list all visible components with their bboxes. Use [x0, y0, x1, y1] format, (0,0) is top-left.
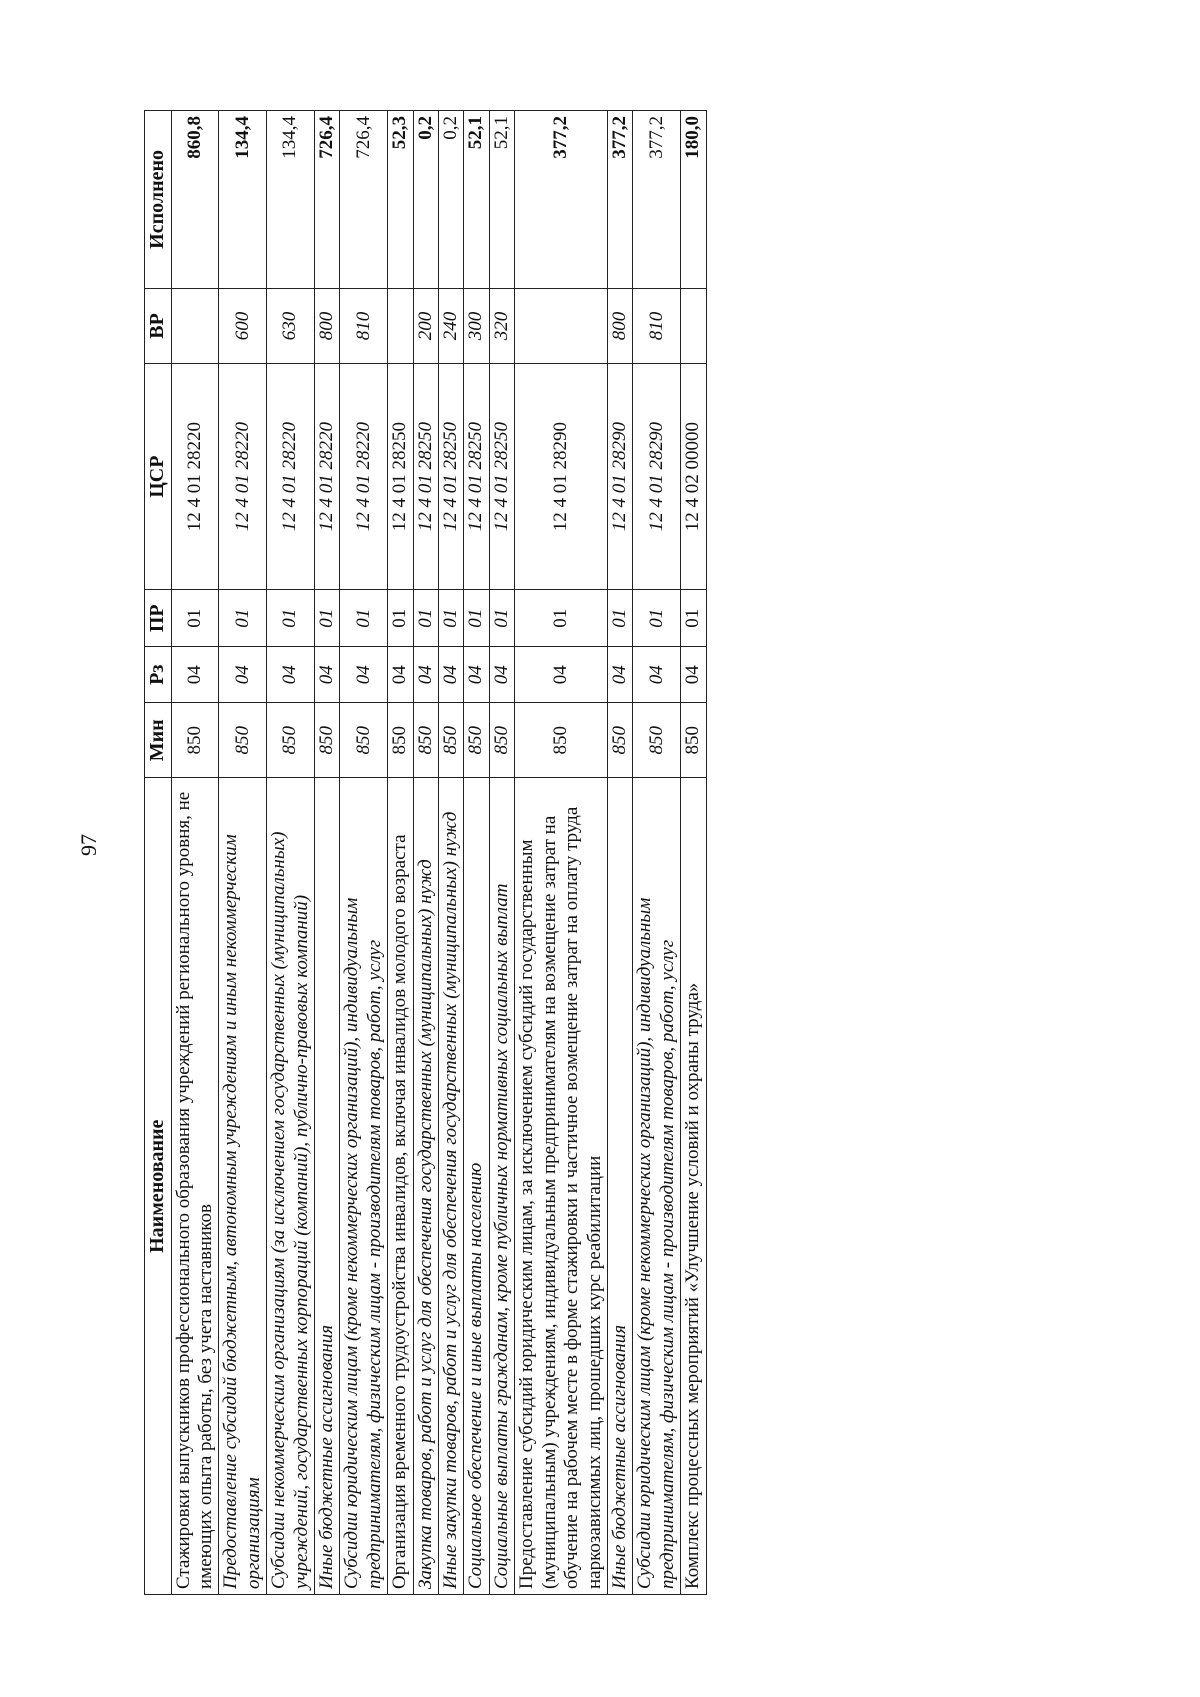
cell-done: 377,2	[633, 111, 681, 289]
table-row	[489, 111, 514, 1595]
cell-done: 52,1	[489, 111, 514, 289]
cell-vr: 240	[439, 288, 464, 363]
cell-pr: 01	[388, 590, 413, 647]
cell-vr: 300	[464, 288, 489, 363]
cell-vr: 200	[413, 288, 438, 363]
cell-pr: 01	[515, 590, 608, 647]
cell-vr: 320	[489, 288, 514, 363]
header-name: Наименование	[145, 778, 172, 1595]
cell-pr: 01	[439, 590, 464, 647]
cell-rz: 04	[219, 647, 267, 703]
cell-csr: 12 4 01 28220	[219, 364, 267, 590]
cell-name: Социальное обеспечение и иные выплаты населению	[464, 778, 489, 1595]
cell-vr: 600	[219, 288, 267, 363]
cell-min: 850	[171, 703, 219, 778]
table-row	[413, 111, 438, 1595]
header-csr: ЦСР	[145, 364, 172, 590]
cell-pr: 01	[607, 590, 632, 647]
table-row	[439, 111, 464, 1595]
cell-name: Предоставление субсидий бюджетным, автономным учреждениям и иным некоммерческим организациям	[219, 778, 267, 1595]
cell-min: 850	[267, 703, 315, 778]
cell-min: 850	[439, 703, 464, 778]
rotated-page-content	[144, 110, 1034, 1595]
cell-rz: 04	[515, 647, 608, 703]
cell-pr: 01	[464, 590, 489, 647]
cell-rz: 04	[413, 647, 438, 703]
cell-name: Субсидии юридическим лицам (кроме некоммерческих организаций), индивидуальным предпринимателям, физическим лицам - производителям товаров, работ, услуг	[340, 778, 388, 1595]
header-min: Мин	[145, 703, 172, 778]
cell-done: 377,2	[515, 111, 608, 289]
cell-min: 850	[681, 703, 706, 778]
cell-done: 860,8	[171, 111, 219, 289]
cell-pr: 01	[267, 590, 315, 647]
table-row	[607, 111, 632, 1595]
cell-name: Социальные выплаты гражданам, кроме публичных нормативных социальных выплат	[489, 778, 514, 1595]
cell-csr: 12 4 01 28250	[413, 364, 438, 590]
cell-csr: 12 4 01 28220	[340, 364, 388, 590]
cell-name: Субсидии некоммерческим организациям (за исключением государственных (муниципальных) учреждений, государственных корпораций (компаний), публично-правовых компаний)	[267, 778, 315, 1595]
cell-vr: 810	[633, 288, 681, 363]
cell-done: 0,2	[413, 111, 438, 289]
cell-done: 52,1	[464, 111, 489, 289]
cell-done: 52,3	[388, 111, 413, 289]
cell-name: Комплекс процессных мероприятий «Улучшение условий и охраны труда»	[681, 778, 706, 1595]
cell-min: 850	[388, 703, 413, 778]
table-row	[388, 111, 413, 1595]
cell-min: 850	[464, 703, 489, 778]
cell-vr	[681, 288, 706, 363]
cell-rz: 04	[681, 647, 706, 703]
cell-done: 180,0	[681, 111, 706, 289]
cell-rz: 04	[171, 647, 219, 703]
table-row	[219, 111, 267, 1595]
cell-name: Иные закупки товаров, работ и услуг для обеспечения государственных (муниципальных) нужд	[439, 778, 464, 1595]
cell-name: Стажировки выпускников профессионального образования учреждений регионального уровня, не имеющих опыта работы, без учета наставников	[171, 778, 219, 1595]
cell-csr: 12 4 01 28250	[388, 364, 413, 590]
cell-rz: 04	[489, 647, 514, 703]
cell-name: Организация временного трудоустройства инвалидов, включая инвалидов молодого возраста	[388, 778, 413, 1595]
table-row	[267, 111, 315, 1595]
cell-csr: 12 4 01 28250	[439, 364, 464, 590]
cell-min: 850	[413, 703, 438, 778]
header-vr: ВР	[145, 288, 172, 363]
page-number: 97	[76, 834, 101, 856]
table-row	[515, 111, 608, 1595]
cell-min: 850	[489, 703, 514, 778]
cell-rz: 04	[607, 647, 632, 703]
cell-min: 850	[315, 703, 340, 778]
cell-vr: 800	[607, 288, 632, 363]
cell-name: Субсидии юридическим лицам (кроме некоммерческих организаций), индивидуальным предпринимателям, физическим лицам - производителям товаров, работ, услуг	[633, 778, 681, 1595]
table-row	[171, 111, 219, 1595]
cell-done: 134,4	[267, 111, 315, 289]
cell-done: 134,4	[219, 111, 267, 289]
table-header-row	[145, 111, 172, 1595]
header-rz: Рз	[145, 647, 172, 703]
cell-min: 850	[607, 703, 632, 778]
cell-min: 850	[515, 703, 608, 778]
cell-csr: 12 4 01 28250	[464, 364, 489, 590]
cell-done: 0,2	[439, 111, 464, 289]
cell-done: 726,4	[315, 111, 340, 289]
cell-vr: 630	[267, 288, 315, 363]
cell-rz: 04	[340, 647, 388, 703]
cell-vr	[388, 288, 413, 363]
cell-rz: 04	[633, 647, 681, 703]
table-row	[681, 111, 706, 1595]
cell-pr: 01	[171, 590, 219, 647]
rotated-table-container	[144, 110, 1034, 1595]
cell-min: 850	[340, 703, 388, 778]
table-body	[171, 111, 706, 1595]
cell-min: 850	[219, 703, 267, 778]
cell-vr: 810	[340, 288, 388, 363]
cell-pr: 01	[489, 590, 514, 647]
cell-csr: 12 4 01 28250	[489, 364, 514, 590]
cell-done: 726,4	[340, 111, 388, 289]
cell-rz: 04	[315, 647, 340, 703]
budget-table	[144, 110, 707, 1595]
cell-rz: 04	[388, 647, 413, 703]
cell-pr: 01	[340, 590, 388, 647]
cell-name: Иные бюджетные ассигнования	[315, 778, 340, 1595]
cell-name: Предоставление субсидий юридическим лицам, за исключением субсидий государственным (муниципальным) учреждениям, индивидуальным предпринимателям на возмещение затрат на обучение на рабочем месте в форме стажировки и частичное возмещение затрат на оплату труда наркозависимых лиц, прошедших курс реабилитации	[515, 778, 608, 1595]
cell-csr: 12 4 01 28220	[267, 364, 315, 590]
table-row	[464, 111, 489, 1595]
cell-name: Иные бюджетные ассигнования	[607, 778, 632, 1595]
cell-vr	[515, 288, 608, 363]
cell-pr: 01	[413, 590, 438, 647]
cell-pr: 01	[681, 590, 706, 647]
cell-csr: 12 4 02 00000	[681, 364, 706, 590]
cell-vr	[171, 288, 219, 363]
table-row	[633, 111, 681, 1595]
cell-rz: 04	[439, 647, 464, 703]
cell-csr: 12 4 01 28290	[607, 364, 632, 590]
cell-done: 377,2	[607, 111, 632, 289]
header-done: Исполнено	[145, 111, 172, 289]
cell-pr: 01	[315, 590, 340, 647]
cell-vr: 800	[315, 288, 340, 363]
cell-csr: 12 4 01 28220	[171, 364, 219, 590]
cell-pr: 01	[219, 590, 267, 647]
cell-min: 850	[633, 703, 681, 778]
cell-rz: 04	[267, 647, 315, 703]
table-row	[340, 111, 388, 1595]
cell-name: Закупка товаров, работ и услуг для обеспечения государственных (муниципальных) нужд	[413, 778, 438, 1595]
cell-csr: 12 4 01 28290	[515, 364, 608, 590]
header-pr: ПР	[145, 590, 172, 647]
cell-rz: 04	[464, 647, 489, 703]
cell-pr: 01	[633, 590, 681, 647]
table-row	[315, 111, 340, 1595]
cell-csr: 12 4 01 28220	[315, 364, 340, 590]
cell-csr: 12 4 01 28290	[633, 364, 681, 590]
